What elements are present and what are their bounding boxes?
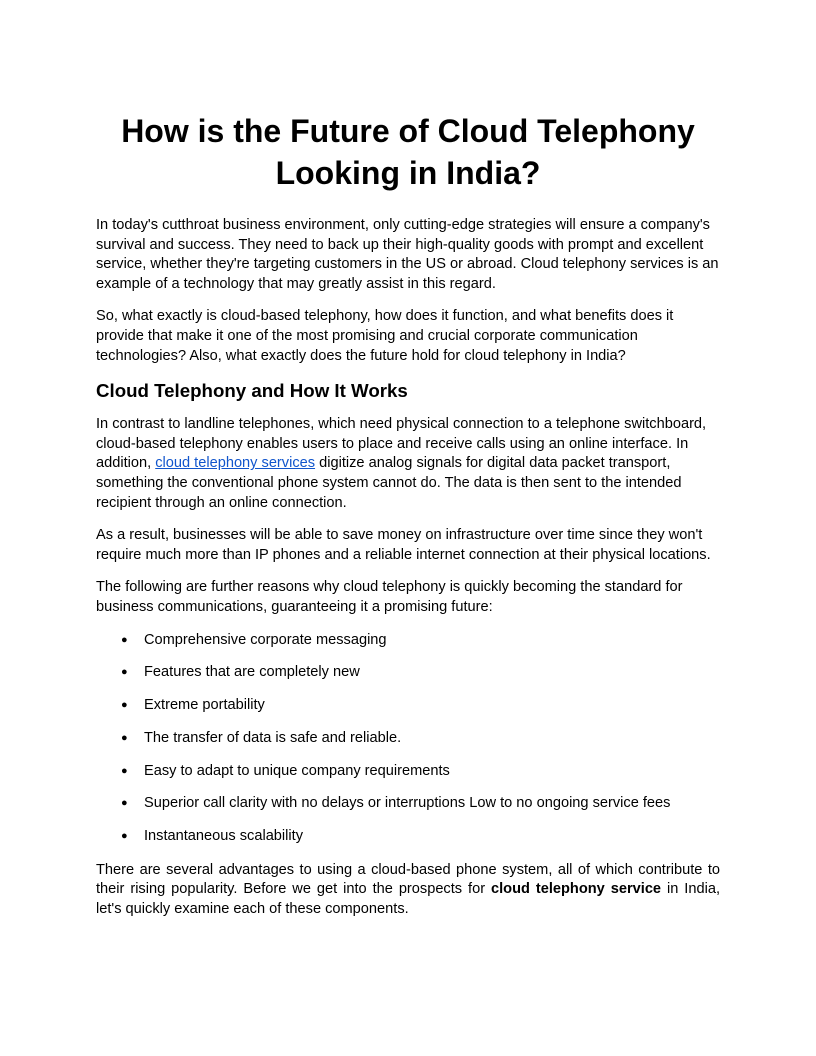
works-paragraph-text-before: In contrast to landline telephones, which need physical connection to a telephone switchboard, cloud-based telephony enables users to place and receive calls using an online interface. In addition, <box>96 416 707 472</box>
list-item <box>96 696 720 716</box>
list-item-text: Superior call clarity with no delays or interruptions Low to no ongoing service fees <box>144 795 671 812</box>
closing-paragraph-bold: cloud telephony service <box>491 881 662 898</box>
list-item <box>96 762 720 782</box>
reasons-intro-paragraph: The following are further reasons why cloud telephony is quickly becoming the standard for business communications, guaranteeing it a promising future: <box>96 579 683 615</box>
bullet-icon: ● <box>121 764 128 777</box>
intro-paragraph-1: In today's cutthroat business environment, only cutting-edge strategies will ensure a company's survival and success. They need to back up their high-quality goods with prompt and excellent service, whether they're targeting customers in the US or abroad. Cloud telephony services is an example of a technology that may greatly assist in this regard. <box>96 217 719 292</box>
list-item-text: Extreme portability <box>144 697 265 714</box>
list-item <box>96 794 720 814</box>
title-line-2: Looking in India? <box>275 155 541 191</box>
list-item-text: Comprehensive corporate messaging <box>144 631 387 648</box>
result-paragraph: As a result, businesses will be able to save money on infrastructure over time since they won't require much more than IP phones and a reliable internet connection at their physical locations. <box>96 527 711 563</box>
bullet-icon: ● <box>121 633 128 646</box>
cloud-telephony-services-link[interactable]: cloud telephony services <box>155 455 316 472</box>
page-title <box>96 110 720 194</box>
works-paragraph <box>96 415 720 513</box>
title-line-1: How is the Future of Cloud Telephony <box>121 113 695 149</box>
list-item-text: Features that are completely new <box>144 664 360 681</box>
bullet-icon: ● <box>121 666 128 679</box>
list-item <box>96 631 720 651</box>
list-item-text: Easy to adapt to unique company requirements <box>144 762 450 779</box>
list-item-text: The transfer of data is safe and reliable. <box>144 729 402 746</box>
list-item <box>96 729 720 749</box>
intro-paragraph-2: So, what exactly is cloud-based telephony, how does it function, and what benefits does it provide that make it one of the most promising and crucial corporate communication technologies? Also, what exactly does the future hold for cloud telephony in India? <box>96 308 674 364</box>
closing-paragraph-text-after: in India, let's quickly examine each of these components. <box>96 881 721 917</box>
bullet-icon: ● <box>121 830 128 843</box>
section-heading: Cloud Telephony and How It Works <box>96 380 408 402</box>
list-item-text: Instantaneous scalability <box>144 828 304 845</box>
bullet-icon: ● <box>121 699 128 712</box>
works-paragraph-text-after: digitize analog signals for digital data packet transport, something the conventional phone system cannot do. The data is then sent to the intended recipient through an online connection. <box>96 455 682 511</box>
bullet-icon: ● <box>121 731 128 744</box>
bullet-icon: ● <box>121 797 128 810</box>
reasons-list <box>96 631 720 847</box>
list-item <box>96 663 720 683</box>
document-page <box>96 110 720 933</box>
list-item <box>96 827 720 847</box>
closing-paragraph-text-before: There are several advantages to using a cloud-based phone system, all of which contribute to their rising popularity. Before we get into the prospects for <box>96 861 720 898</box>
closing-paragraph <box>96 861 720 920</box>
